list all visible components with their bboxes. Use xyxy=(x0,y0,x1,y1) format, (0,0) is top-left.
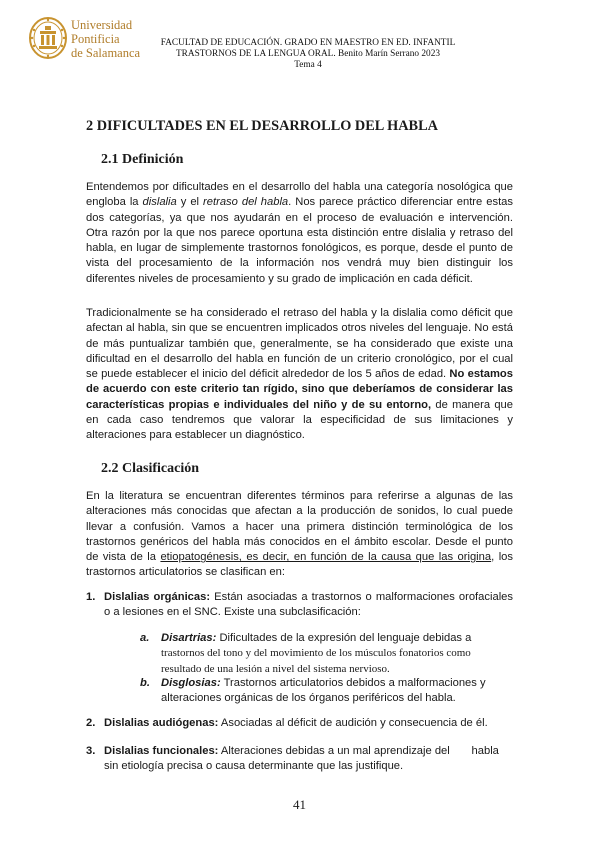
list-number: 1. xyxy=(86,591,96,603)
running-head-line-1: FACULTAD DE EDUCACIÓN. GRADO EN MAESTRO EN ED. INFANTIL xyxy=(160,38,456,48)
sublist-text-continued: trastornos del tono y del movimiento de los músculos fonatorios como resultado de una lesión a nivel del sistema nervioso. xyxy=(161,647,471,675)
sublist-item-disglosias xyxy=(161,676,501,707)
list-term: Dislalias orgánicas: xyxy=(104,591,211,603)
text-run: Tradicionalmente se ha considerado el retraso del habla y la dislalia como déficit que afectan al habla, sin que se encuentren implicados otros niveles del lenguaje. No está de más puntualizar también que, generalmente, se ha considerado que existe una dificultad en el desarrollo del habla en función de un criterio cronológico, por el cual se puede establecer el inicio del déficit alrededor de los 5 años de edad. xyxy=(86,307,513,381)
sublist-text: Dificultades de la expresión del lenguaje debidas a xyxy=(216,632,472,644)
running-head xyxy=(140,38,476,71)
text-run: , los trastornos articulatorios se clasifican en: xyxy=(86,551,513,579)
sublist-text: Trastornos articulatorios debidos a malformaciones y alteraciones orgánicas de los órganos periféricos del habla. xyxy=(161,677,486,705)
logo-line-2: Pontificia xyxy=(71,32,120,46)
list-term: Dislalias audiógenas: xyxy=(104,717,219,729)
sublist-term: Disglosias: xyxy=(161,677,221,689)
list-number: 3. xyxy=(86,745,96,757)
list-number: 2. xyxy=(86,717,96,729)
list-item-dislalias-funcionales xyxy=(104,744,513,775)
sublist-letter: a. xyxy=(140,632,150,644)
page-header xyxy=(28,14,588,74)
section-title: 2 DIFICULTADES EN EL DESARROLLO DEL HABLA xyxy=(86,118,438,134)
university-logo xyxy=(28,16,141,66)
text-run: y el xyxy=(176,196,204,209)
text-run: . Nos parece práctico diferenciar entre estas dos categorías, ya que nos ayudarán en el proceso de evaluación e intervención. Otra razón por la que nos parece oportuna esta distinción entre dislalia y retraso del habla, en lugar de simplemente trastornos fonológicos, es porque, desde el punto de vista del procesamiento de la información nos vendrá muy bien distinguir los diferentes niveles de procesamiento y su grado de implicación en cada déficit. xyxy=(86,196,513,285)
logo-wordmark xyxy=(71,18,140,60)
text-run: En la literatura se encuentran diferentes términos para referirse a algunas de las alteraciones más conocidas que afectan a la producción de sonidos, lo cual puede llevar a confusión. Vamos a hacer una primera distinción terminológica de los trastornos genéricos del habla más conocidos en el ámbito escolar. Desde el punto de vista de la xyxy=(86,490,513,564)
logo-line-1: Universidad xyxy=(71,18,133,32)
classification-paragraph xyxy=(86,489,513,581)
dislalia-term: dislalia xyxy=(142,196,177,209)
logo-line-3: de Salamanca xyxy=(71,46,141,60)
list-item-dislalias-audiogenas xyxy=(104,716,513,731)
page-number: 41 xyxy=(293,797,306,812)
underlined-phrase: etiopatogénesis, es decir, en función de la causa que las origina xyxy=(160,551,492,564)
bold-statement: No estamos de acuerdo con este criterio tan rígido, sino que deberíamos de considerar las características propias e individuales del niño y de su entorno, xyxy=(86,368,513,411)
sublist-term: Disartrias: xyxy=(161,632,217,644)
university-seal-icon xyxy=(28,16,68,60)
retraso-term: retraso del habla xyxy=(203,196,289,209)
subsection-heading-classification: 2.2 Clasificación xyxy=(101,461,199,476)
text-run: de manera que en cada caso tendremos que valorar la especificidad de sus limitaciones y alteraciones para establecer un diagnóstico. xyxy=(86,398,513,442)
list-text: Asociadas al déficit de audición y consecuencia de él. xyxy=(218,717,488,729)
list-text: Alteraciones debidas a un mal aprendizaje del habla sin etiología precisa o causa determinante que las justifique. xyxy=(104,745,503,773)
subsection-heading-definition: 2.1 Definición xyxy=(101,152,184,167)
running-head-line-3: Tema 4 xyxy=(294,60,322,70)
list-text: Están asociadas a trastornos o malformaciones orofaciales o a lesiones en el SNC. Existe una subclasificación: xyxy=(104,591,513,619)
list-item-dislalias-organicas xyxy=(104,590,513,621)
running-head-line-2: TRASTORNOS DE LA LENGUA ORAL. Benito Marín Serrano 2023 xyxy=(175,49,440,59)
sublist-letter: b. xyxy=(140,677,150,689)
text-run: Entendemos por dificultades en el desarrollo del habla una categoría nosológica que engloba la xyxy=(86,181,513,209)
sublist-item-disartrias xyxy=(161,631,501,677)
definition-paragraph-1 xyxy=(86,180,513,287)
list-term: Dislalias funcionales: xyxy=(104,745,219,757)
definition-paragraph-2 xyxy=(86,306,513,444)
